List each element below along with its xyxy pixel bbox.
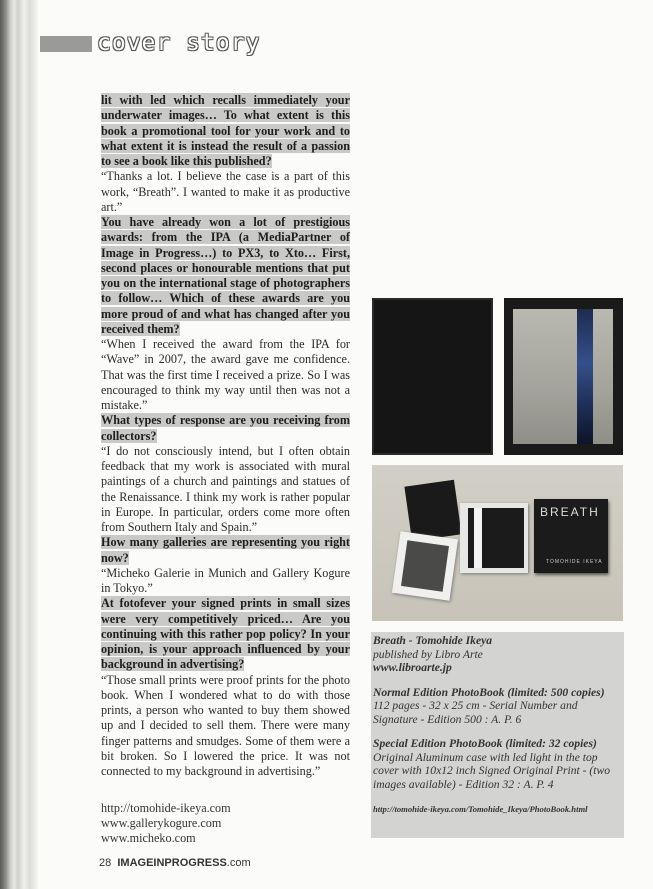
- question-paragraph: [101, 215, 350, 337]
- answer-paragraph: “Micheko Galerie in Munich and Gallery Kogure in Tokyo.”: [101, 565, 350, 595]
- website-links: [101, 801, 350, 846]
- book-cover-author: TOMOHIDE IKEYA: [546, 559, 603, 565]
- answer-paragraph: “When I received the award from the IPA for “Wave” in 2007, the award gave me confidence. That was the first time I received a prize. So I was encouraged to think my way until then was not a mistake.”: [101, 337, 350, 412]
- section-title: cover story: [97, 30, 261, 56]
- open-case: [460, 503, 528, 573]
- footer-brand-suffix: .com: [226, 857, 251, 869]
- question-paragraph: [101, 596, 350, 672]
- publisher: published by Libro Arte: [373, 647, 483, 661]
- question-text: At fotofever your signed prints in small sizes were very competitively priced… Are you continuing with this rather pop policy? In your opinion, is your approach influenced by your background in advertising?: [101, 596, 350, 672]
- micheko-link[interactable]: www.micheko.com: [101, 831, 196, 846]
- question-paragraph: [101, 413, 350, 444]
- print-sheet: [392, 531, 458, 600]
- question-text: How many galleries are representing you right now?: [101, 535, 350, 565]
- photobook-url[interactable]: http://tomohide-ikeya.com/Tomohide_Ikeya/PhotoBook.html: [373, 804, 588, 814]
- article-column: [101, 93, 350, 846]
- book-title: Breath - Tomohide Ikeya: [373, 634, 493, 647]
- answer-paragraph: “Those small prints were proof prints for the photo book. When I wondered what to do with those prints, a person who wanted to buy them showed up and I decided to sell them. There were many finger patterns and smudges. Some of them were a bit broken. So I lowered the price. It was not connected to my background in advertising.”: [101, 672, 350, 778]
- question-paragraph: [101, 535, 350, 566]
- footer-brand: IMAGEINPROGRESS: [117, 857, 227, 869]
- answer-paragraph: “I do not consciously intend, but I often obtain feedback that my work is associated with mural paintings of a church and paintings and statues of the Renaissance. I think my work is rather popular in Europe. In particular, orders come more often from Southern Italy and Spain.”: [101, 443, 350, 534]
- aluminum-case-image: [504, 298, 623, 455]
- page-footer: [99, 857, 251, 869]
- question-paragraph: [101, 93, 350, 169]
- normal-edition-desc: 112 pages - 32 x 25 cm - Serial Number and Signature - Edition 500 : A. P. 6: [373, 699, 578, 726]
- photobook-cover: [534, 499, 608, 573]
- book-cover-title: BREATH: [540, 505, 600, 519]
- answer-paragraph: “Thanks a lot. I believe the case is a part of this work, “Breath”. I wanted to make it as productive art.”: [101, 169, 350, 214]
- page-binding: [0, 0, 38, 889]
- artist-website-link[interactable]: http://tomohide-ikeya.com: [101, 801, 231, 816]
- publisher-url[interactable]: www.libroarte.jp: [373, 661, 452, 674]
- gallery-kogure-link[interactable]: www.gallerykogure.com: [101, 816, 222, 831]
- page-number: 28: [99, 857, 112, 869]
- normal-edition-title: Normal Edition PhotoBook (limited: 500 copies): [373, 685, 605, 699]
- underwater-strip: [577, 309, 593, 444]
- question-text: lit with led which recalls immediately your underwater images… To what extent is this book a promotional tool for your work and to what extent it is instead the result of a passion to see a book like this published?: [101, 93, 350, 168]
- question-text: You have already won a lot of prestigious awards: from the IPA (a MediaPartner of Image in Progress…) to PX3, to Xto… First, second places or honourable mentions that put you on the international stage of photographers to follow… Which of these awards are you more proud of and what has changed after you received them?: [101, 215, 350, 336]
- dark-print-image: [372, 298, 493, 455]
- special-edition-desc: Original Aluminum case with led light in the top cover with 10x12 inch Signed Original Print - (two images available) - Edition 32 : A. P. 4: [373, 750, 610, 791]
- aluminum-panel: [513, 309, 613, 444]
- books-photo: [372, 465, 623, 621]
- question-text: What types of response are you receiving from collectors?: [101, 413, 350, 443]
- book-info-box: [371, 632, 624, 838]
- header-bar: [40, 36, 92, 52]
- black-booklet: [404, 480, 461, 541]
- special-edition-title: Special Edition PhotoBook (limited: 32 copies): [373, 737, 597, 750]
